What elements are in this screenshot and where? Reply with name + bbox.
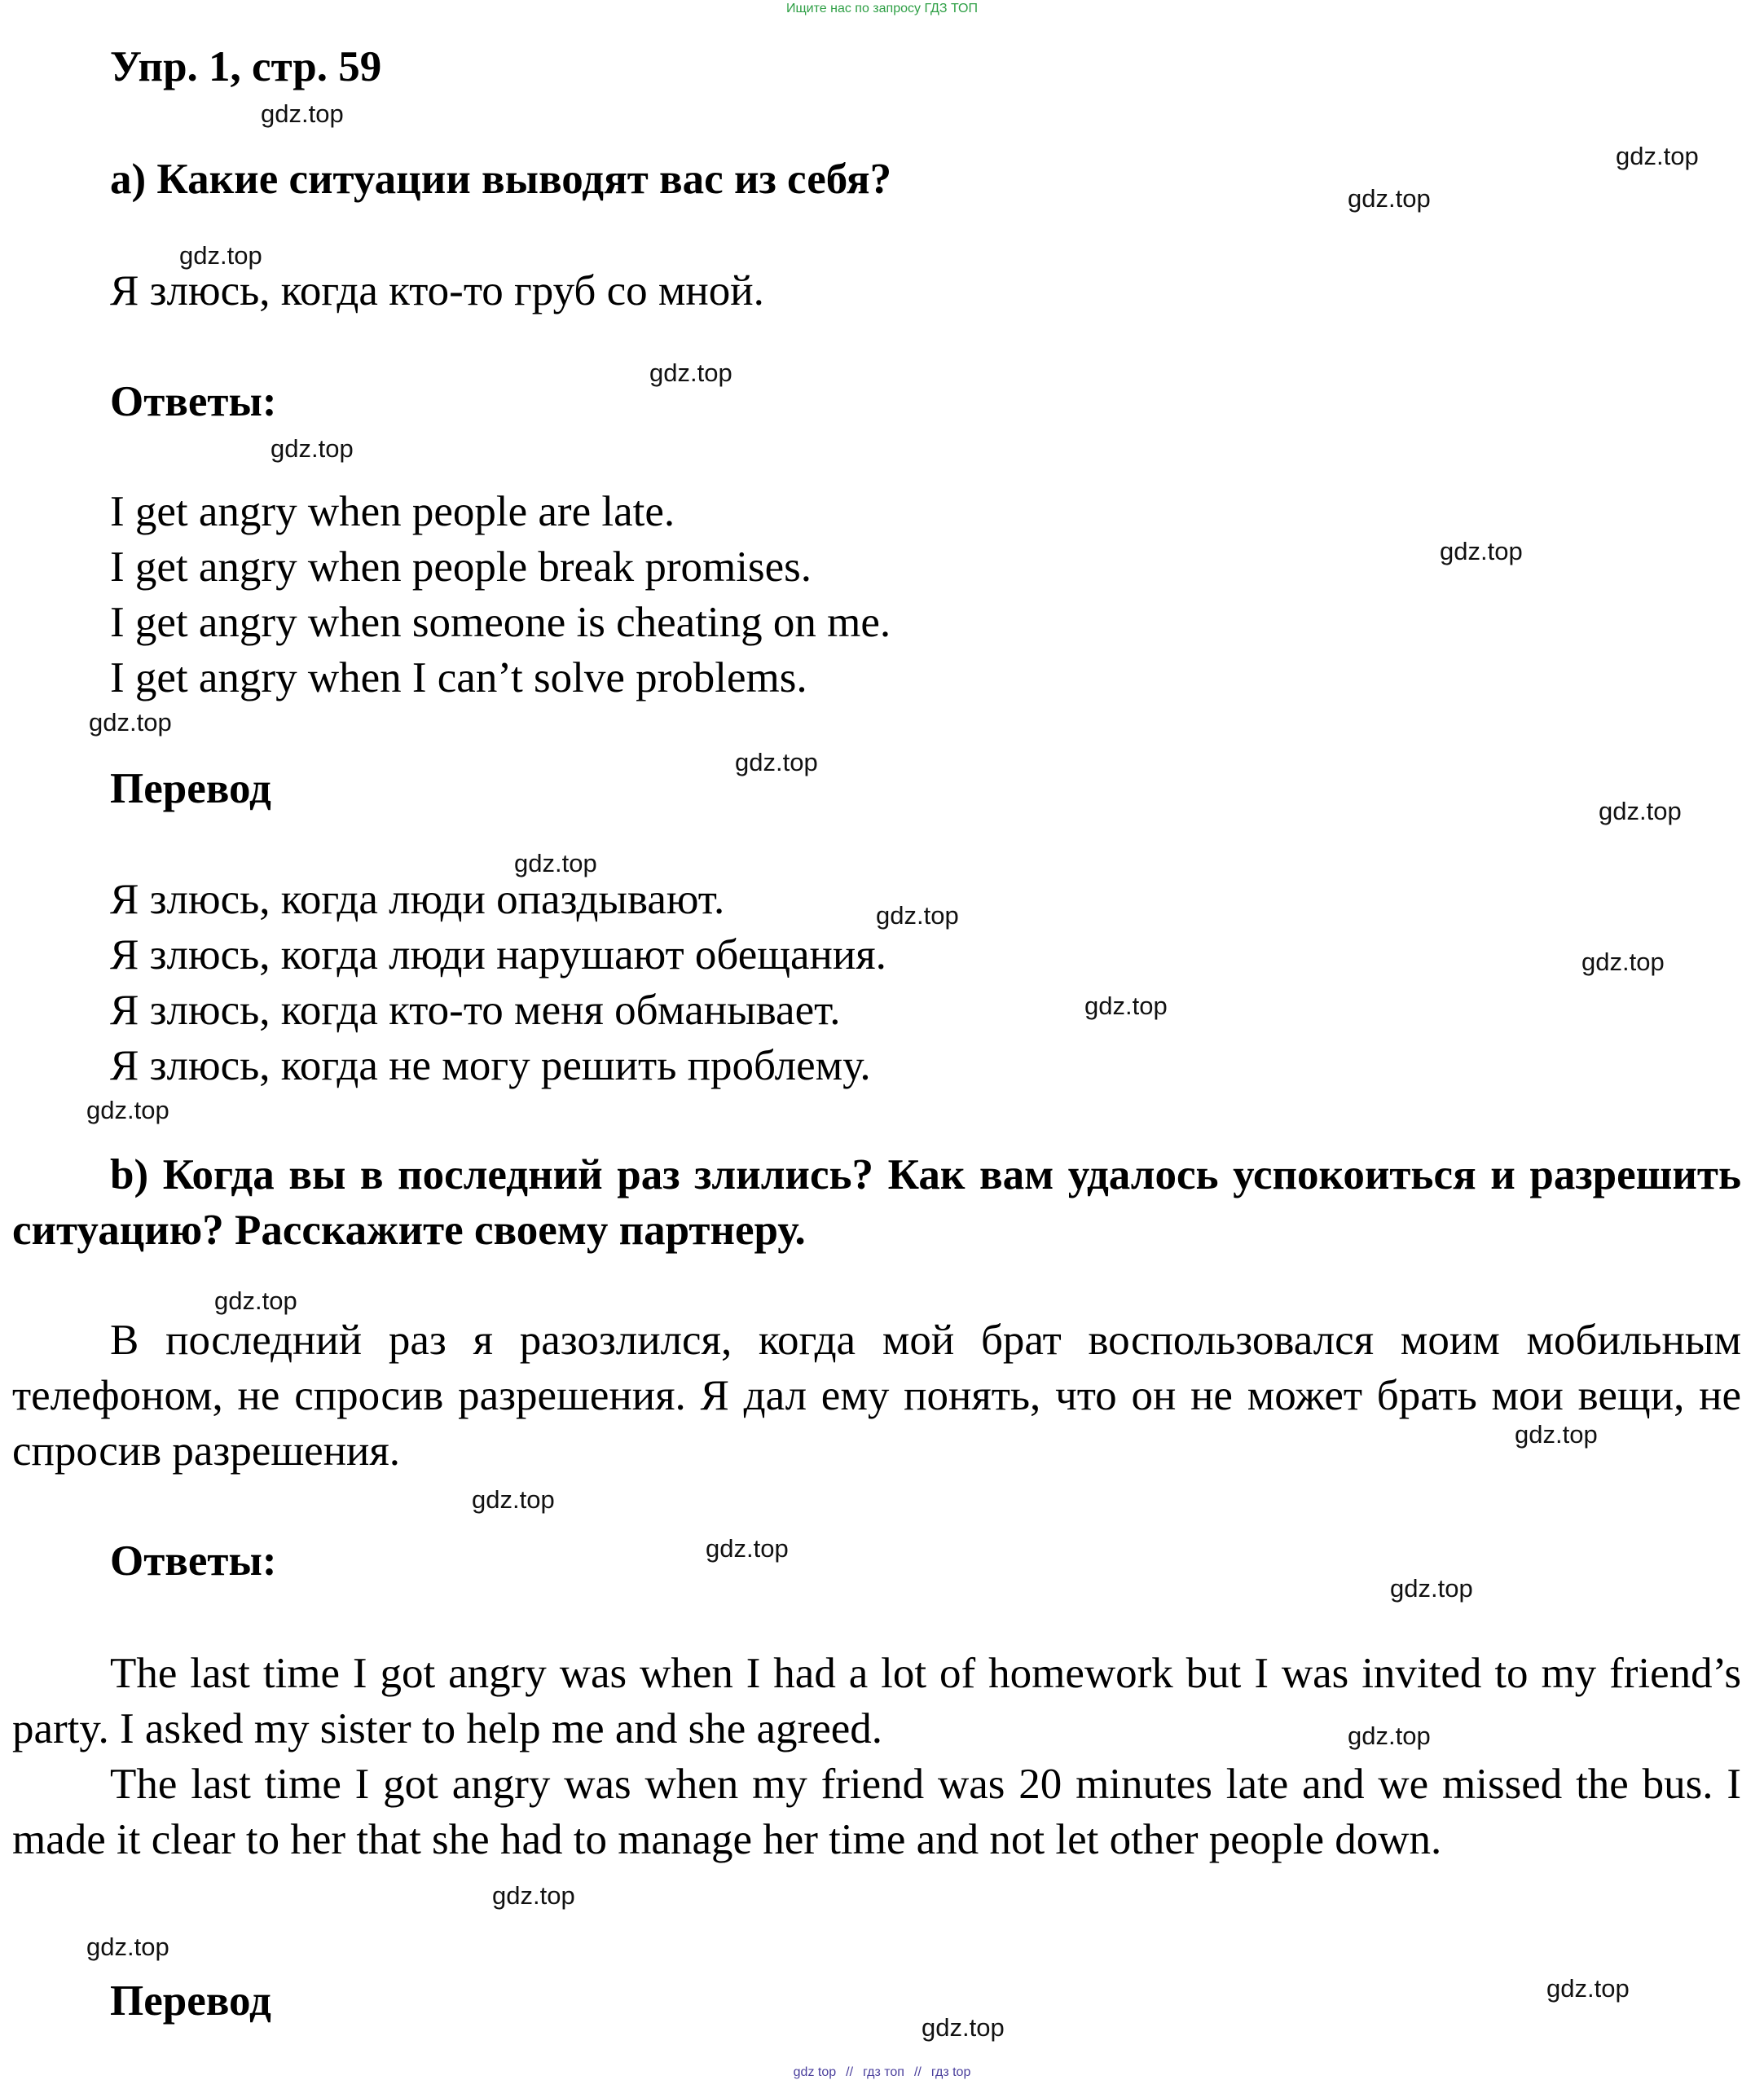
watermark: gdz.top (89, 708, 172, 737)
page-title: Упр. 1, стр. 59 (110, 43, 382, 90)
watermark: gdz.top (86, 1096, 169, 1124)
question-b: b) Когда вы в последний раз злились? Как вам удалось успокоиться и разрешить ситуацию? Расскажите своему партнеру. (12, 1151, 1741, 1254)
watermark: gdz.top (271, 434, 354, 463)
watermark: gdz.top (261, 99, 344, 128)
watermark: gdz.top (214, 1286, 297, 1315)
watermark: gdz.top (472, 1485, 555, 1514)
footer-link[interactable]: гдз топ (863, 2065, 904, 2079)
question-a: a) Какие ситуации выводят вас из себя? (110, 156, 892, 203)
watermark: gdz.top (876, 901, 959, 930)
watermark: gdz.top (1348, 1722, 1431, 1750)
answers-heading-a: Ответы: (110, 378, 277, 425)
footer-separator: // (913, 2065, 922, 2079)
translation-line: Я злюсь, когда не могу решить проблему. (110, 1042, 871, 1089)
example-b: В последний раз я разозлился, когда мой брат воспользовался моим мобильным телефоном, не спросив разрешения. Я дал ему понять, что он не может брать мои вещи, не спросив разрешения. (12, 1317, 1741, 1475)
watermark: gdz.top (86, 1933, 169, 1961)
answer-line: I get angry when people break promises. (110, 543, 812, 591)
footer-separator: // (846, 2065, 854, 2079)
translation-line: Я злюсь, когда люди опаздывают. (110, 876, 725, 923)
translation-heading-b: Перевод (110, 1977, 271, 2025)
watermark: gdz.top (735, 748, 818, 776)
watermark: gdz.top (922, 2013, 1005, 2042)
watermark: gdz.top (706, 1534, 789, 1563)
watermark: gdz.top (1390, 1574, 1473, 1603)
watermark: gdz.top (1546, 1974, 1630, 2003)
top-banner[interactable]: Ищите нас по запросу ГДЗ ТОП (786, 2, 978, 15)
answers-heading-b: Ответы: (110, 1537, 277, 1585)
watermark: gdz.top (179, 241, 262, 270)
answer-line: I get angry when people are late. (110, 488, 675, 535)
watermark: gdz.top (1084, 992, 1168, 1020)
watermark: gdz.top (1581, 948, 1665, 976)
watermark: gdz.top (1599, 797, 1682, 825)
footer-link[interactable]: gdz top (793, 2065, 837, 2079)
answer-paragraph: The last time I got angry was when my friend was 20 minutes late and we missed the bus. I made it clear to her that she had to manage her time and not let other people down. (12, 1761, 1741, 1863)
answer-paragraph: The last time I got angry was when I had a lot of homework but I was invited to my friend’s party. I asked my sister to help me and she agreed. (12, 1650, 1741, 1752)
watermark: gdz.top (1616, 142, 1699, 170)
watermark: gdz.top (1440, 537, 1523, 565)
watermark: gdz.top (649, 358, 732, 387)
watermark: gdz.top (492, 1881, 575, 1910)
watermark: gdz.top (1515, 1420, 1598, 1449)
translation-heading-a: Перевод (110, 765, 271, 812)
watermark: gdz.top (1348, 184, 1431, 213)
answer-line: I get angry when someone is cheating on me. (110, 599, 891, 646)
answer-line: I get angry when I can’t solve problems. (110, 654, 807, 701)
example-a: Я злюсь, когда кто-то груб со мной. (110, 267, 764, 314)
watermark: gdz.top (514, 849, 597, 877)
translation-line: Я злюсь, когда люди нарушают обещания. (110, 931, 886, 978)
translation-line: Я злюсь, когда кто-то меня обманывает. (110, 987, 841, 1034)
footer-links (0, 2065, 1764, 2080)
footer-link[interactable]: гдз top (930, 2065, 971, 2079)
